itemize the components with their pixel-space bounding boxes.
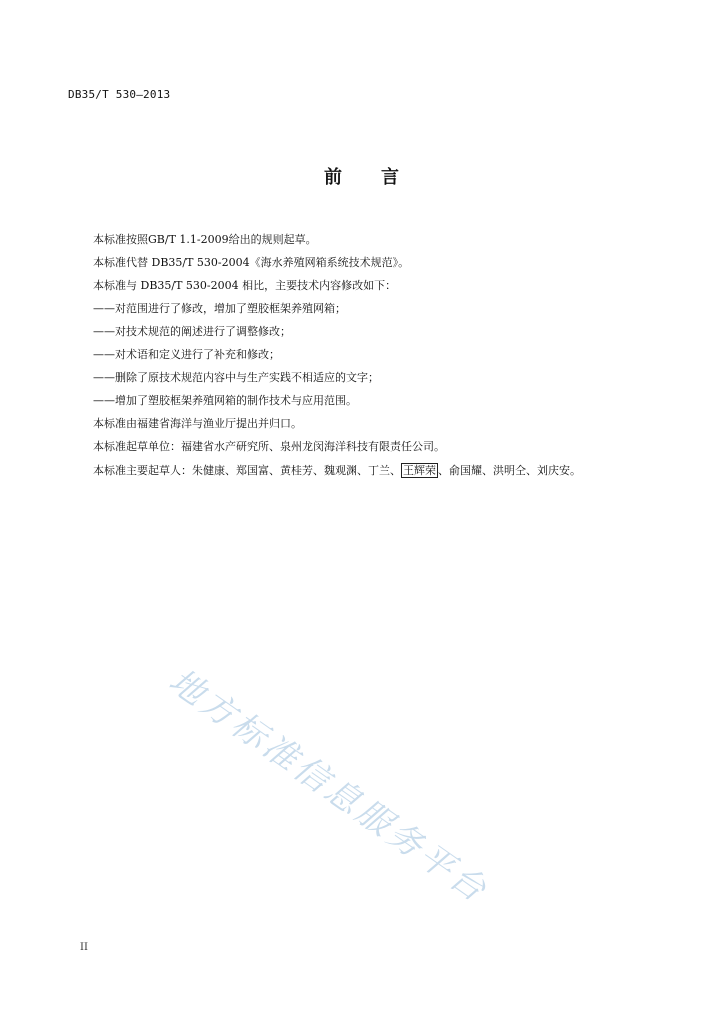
paragraph-proposer: 本标准由福建省海洋与渔业厅提出并归口。: [93, 417, 302, 430]
highlighted-drafter-name: 王辉荣: [403, 464, 436, 477]
title-part-2: 言: [381, 167, 400, 188]
paragraph-change-5: ——增加了塑胶框架养殖网箱的制作技术与应用范围。: [93, 394, 357, 407]
watermark-text: 地方标准信息服务平台: [161, 660, 496, 912]
paragraph-replaces: 本标准代替 DB35/T 530-2004《海水养殖网箱系统技术规范》。: [93, 256, 410, 269]
document-code: DB35/T 530—2013: [68, 88, 171, 101]
paragraph-change-1: ——对范围进行了修改，增加了塑胶框架养殖网箱；: [93, 302, 346, 315]
paragraph-changes-intro: 本标准与 DB35/T 530-2004 相比，主要技术内容修改如下：: [93, 279, 397, 292]
paragraph-drafting-rules: 本标准按照GB/T 1.1-2009给出的规则起草。: [93, 233, 317, 246]
paragraph-change-4: ——删除了原技术规范内容中与生产实践不相适应的文字；: [93, 371, 379, 384]
foreword-body: [68, 228, 643, 483]
paragraph-change-2: ——对技术规范的阐述进行了调整修改；: [93, 325, 291, 338]
page-number: II: [80, 942, 88, 953]
page-title: [0, 163, 724, 189]
paragraph-drafting-units: 本标准起草单位：福建省水产研究所、泉州龙闵海洋科技有限责任公司。: [93, 440, 445, 453]
title-part-1: 前: [324, 167, 343, 188]
drafters-after: 、俞国耀、洪明仝、刘庆安。: [438, 464, 581, 477]
paragraph-drafters: [68, 458, 643, 483]
paragraph-change-3: ——对术语和定义进行了补充和修改；: [93, 348, 280, 361]
drafters-before: 本标准主要起草人：朱健康、郑国富、黄桂芳、魏观渊、丁兰、: [93, 464, 401, 477]
